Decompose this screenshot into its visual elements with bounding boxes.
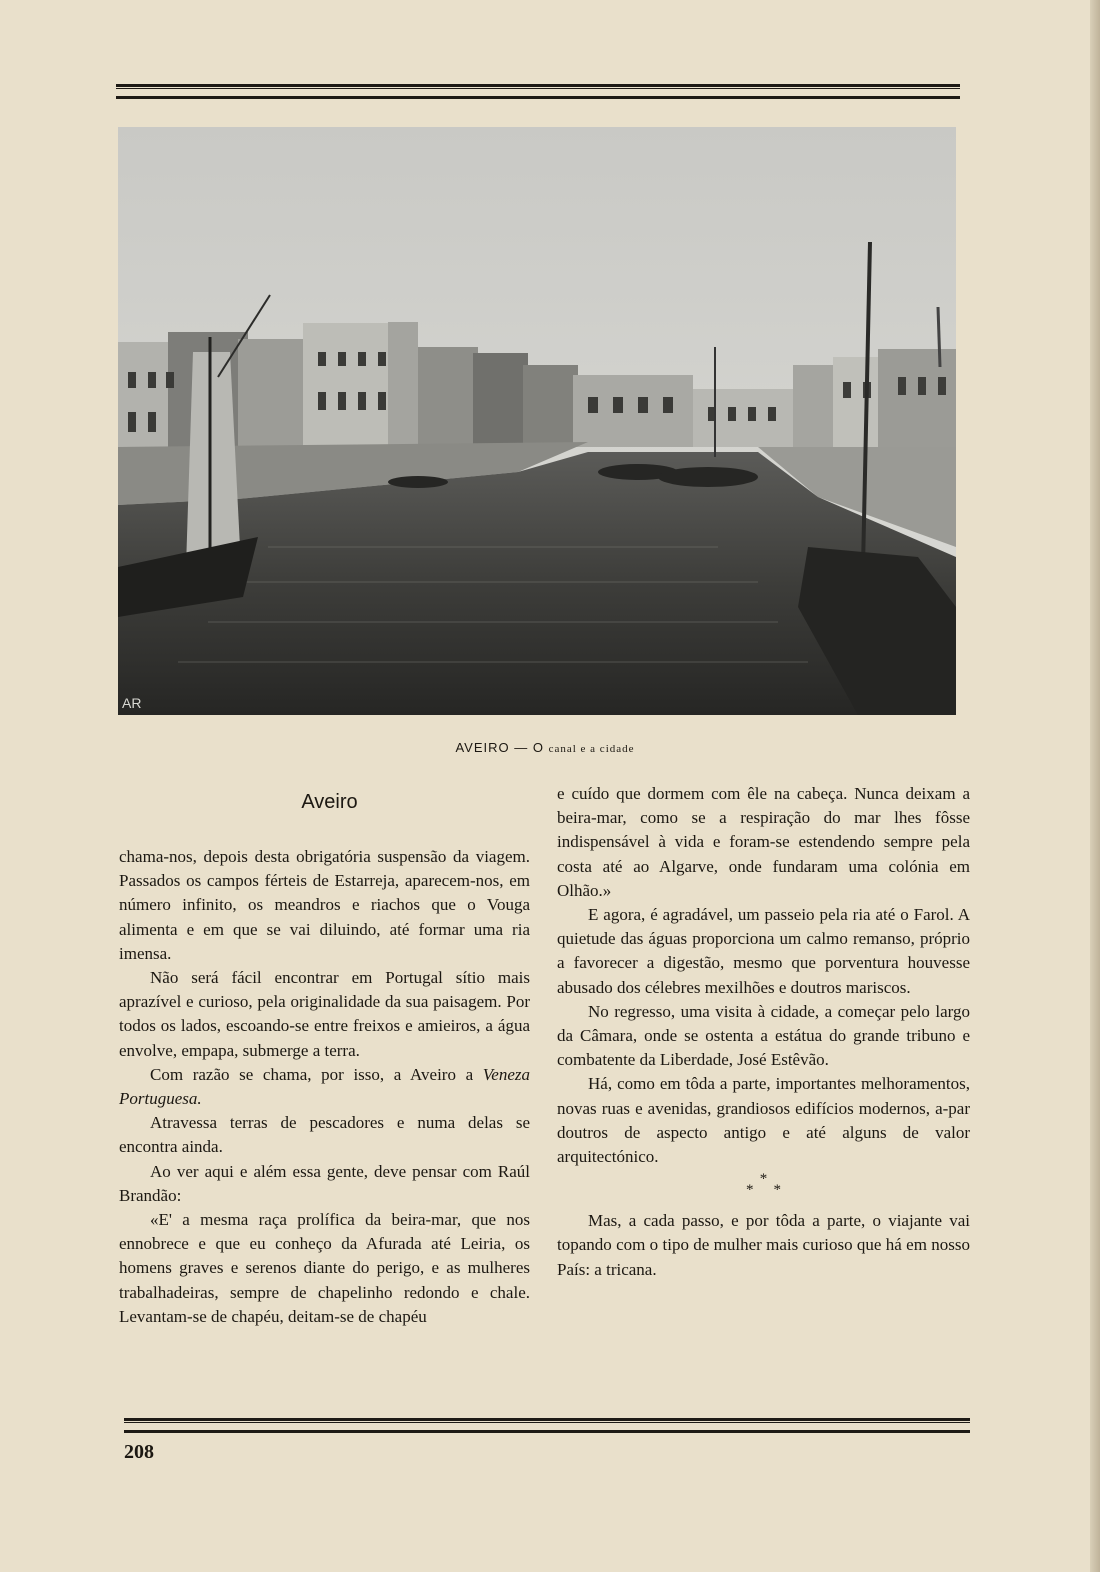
photo-caption: [0, 740, 1090, 755]
asterisk: *: [773, 1182, 781, 1199]
canal-photo: [118, 127, 956, 715]
paragraph: chama-nos, depois desta obrigatória suspensão da viagem. Passados os campos férteis de Estarreja, aparecem-nos, em número infinito, os meandros e riachos que o Vouga alimenta e em que se vai diluindo, até formar uma ria imensa.: [119, 847, 530, 963]
asterisk: *: [759, 1171, 768, 1188]
article-title: Aveiro: [301, 791, 358, 813]
paragraph: No regresso, uma visita à cidade, a começar pelo largo da Câmara, onde se ostenta a estátua do grande tribuno e combatente da Liberdade, José Estêvão.: [557, 1001, 970, 1070]
caption-rest: canal e a cidade: [548, 743, 635, 755]
paragraph: Ao ver aqui e além essa gente, deve pensar com Raúl Brandão:: [119, 1161, 530, 1205]
right-column: [557, 782, 970, 1282]
photographer-monogram: AR: [122, 695, 142, 711]
top-rule: [116, 84, 960, 99]
bottom-rule: [124, 1418, 970, 1433]
asterisk: *: [746, 1182, 754, 1199]
page-edge: [1090, 0, 1100, 1572]
paragraph: Não será fácil encontrar em Portugal sítio mais aprazível e curioso, pela originalidade da sua paisagem. Por todos os lados, escoando-se entre freixos e amieiros, a água envolve, empapa, submerge a terra.: [119, 968, 530, 1060]
veneza-italic: Veneza Portuguesa.: [119, 1064, 531, 1109]
paragraph: [119, 1063, 530, 1111]
section-break-asterisks: [557, 1171, 970, 1199]
paragraph: Atravessa terras de pescadores e numa delas se encontra ainda.: [119, 1113, 530, 1157]
canal-photo-drawing: [118, 127, 956, 715]
paragraph: «E' a mesma raça prolífica da beira-mar, que nos ennobrece e que eu conheço da Afurada até Leiria, os homens graves e serenos diante do perigo, e as mulheres trabalhadeiras, sempre de chapelinho redondo e chale. Levantam-se de chapéu, deitam-se de chapéu: [119, 1210, 530, 1326]
paragraph: e cuído que dormem com êle na cabeça. Nunca deixam a beira-mar, como se a respiração do mar lhes fôsse indispensável à vida e foram-se estendendo sempre pela costa até ao Algarve, onde fundaram uma colónia em Olhão.»: [557, 784, 970, 900]
paragraph: Mas, a cada passo, e por tôda a parte, o viajante vai topando com o tipo de mulher mais curioso que há em nosso País: a tricana.: [557, 1211, 970, 1279]
paragraph-text: Com razão se chama, por isso, a Aveiro a: [150, 1064, 474, 1084]
paragraph: Há, como em tôda a parte, importantes melhoramentos, novas ruas e avenidas, grandiosos edifícios modernos, a-par doutros de aspecto antigo e até alguns de valor arquitectónico.: [557, 1074, 970, 1167]
left-column: [119, 782, 530, 1329]
caption-main: AVEIRO — O: [455, 740, 544, 755]
paragraph: E agora, é agradável, um passeio pela ria até o Farol. A quietude das águas proporciona um calmo remanso, próprio a favorecer a digestão, mesmo que porventura houvesse abusado dos célebres mexilhões e doutros mariscos.: [557, 905, 970, 997]
page-number: 208: [124, 1441, 154, 1463]
